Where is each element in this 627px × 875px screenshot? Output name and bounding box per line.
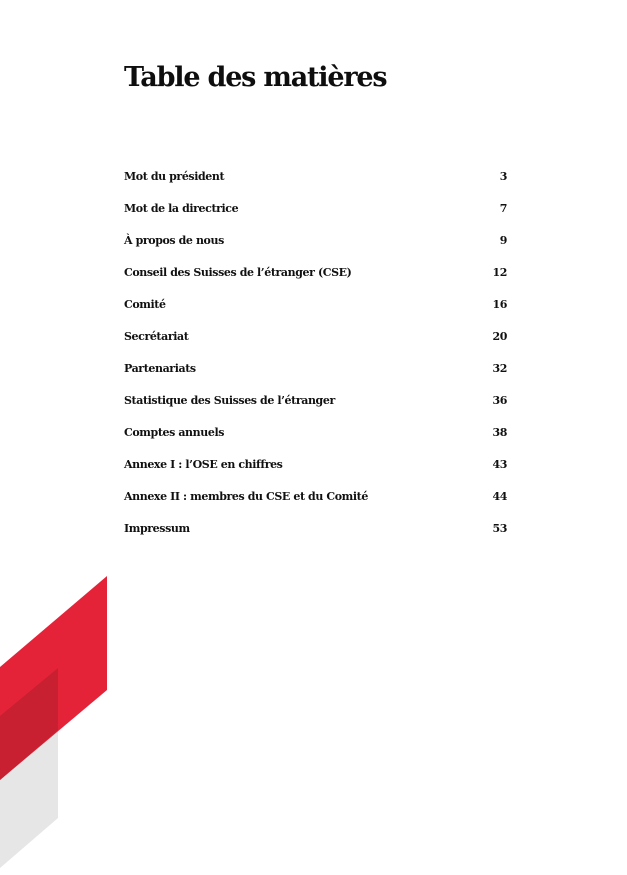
toc-entry-page-number: 16 (492, 298, 507, 311)
toc-entry-impressum[interactable] (124, 522, 507, 554)
toc-entry-page-number: 32 (492, 362, 507, 375)
toc-entry-partenariats[interactable] (124, 362, 507, 394)
table-of-contents (124, 170, 507, 554)
toc-entry-secretariat[interactable] (124, 330, 507, 362)
toc-entry-label: Statistique des Suisses de l’étranger (124, 394, 335, 407)
toc-entry-label: Secrétariat (124, 330, 189, 343)
toc-entry-label: Impressum (124, 522, 190, 535)
toc-entry-annexe-1[interactable] (124, 458, 507, 490)
toc-entry-label: Annexe II : membres du CSE et du Comité (124, 490, 368, 503)
toc-entry-comptes-annuels[interactable] (124, 426, 507, 458)
toc-entry-label: Comptes annuels (124, 426, 225, 439)
toc-entry-page-number: 38 (492, 426, 507, 439)
toc-entry-page-number: 36 (492, 394, 507, 407)
toc-entry-page-number: 7 (499, 202, 507, 215)
toc-entry-conseil-cse[interactable] (124, 266, 507, 298)
toc-entry-a-propos-de-nous[interactable] (124, 234, 507, 266)
toc-entry-label: Annexe I : l’OSE en chiffres (124, 458, 283, 471)
toc-entry-label: Comité (124, 298, 166, 311)
toc-entry-label: Partenariats (124, 362, 196, 375)
toc-entry-page-number: 20 (492, 330, 507, 343)
toc-entry-comite[interactable] (124, 298, 507, 330)
toc-entry-page-number: 44 (492, 490, 507, 503)
toc-entry-label: Mot de la directrice (124, 202, 239, 215)
toc-entry-page-number: 3 (499, 170, 507, 183)
toc-entry-statistique[interactable] (124, 394, 507, 426)
toc-entry-mot-de-la-directrice[interactable] (124, 202, 507, 234)
toc-entry-label: Mot du président (124, 170, 225, 183)
toc-entry-page-number: 12 (492, 266, 507, 279)
toc-entry-page-number: 43 (492, 458, 507, 471)
toc-entry-annexe-2[interactable] (124, 490, 507, 522)
decorative-ribbon-graphic (0, 570, 120, 875)
toc-entry-label: À propos de nous (124, 234, 224, 247)
toc-entry-page-number: 9 (499, 234, 507, 247)
page-title: Table des matières (124, 62, 387, 93)
toc-entry-page-number: 53 (492, 522, 507, 535)
toc-entry-mot-du-president[interactable] (124, 170, 507, 202)
toc-entry-label: Conseil des Suisses de l’étranger (CSE) (124, 266, 352, 279)
